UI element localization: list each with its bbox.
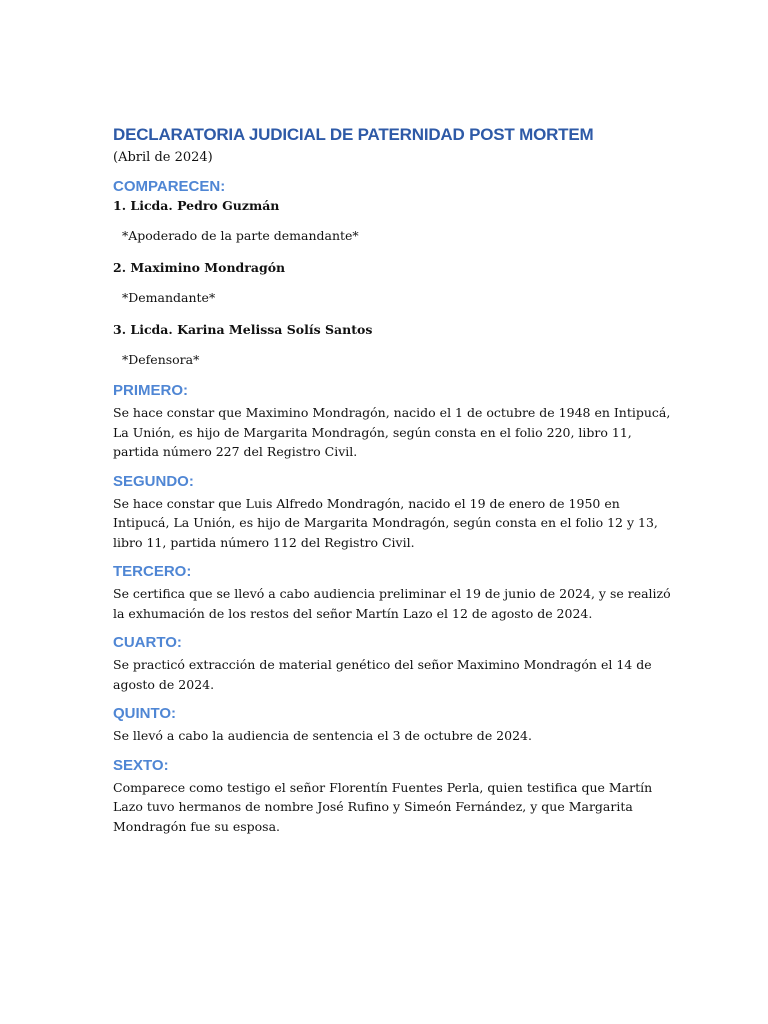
section-quinto <box>113 704 673 746</box>
section-primero <box>113 381 673 462</box>
section-sexto <box>113 756 673 837</box>
document-title: DECLARATORIA JUDICIAL DE PATERNIDAD POST MORTEM <box>113 125 594 144</box>
section-heading: SEXTO: <box>113 756 169 774</box>
section-text: Se llevó a cabo la audiencia de sentencia el 3 de octubre de 2024. <box>113 728 532 743</box>
party-role: *Apoderado de la parte demandante* <box>122 228 359 243</box>
section-heading: SEGUNDO: <box>113 472 194 490</box>
document-page <box>113 124 673 836</box>
section-heading: TERCERO: <box>113 563 192 580</box>
section-heading: CUARTO: <box>113 634 182 651</box>
section-text: Se hace constar que Luis Alfredo Mondragón, nacido el 19 de enero de 1950 en Intipucá, La Unión, es hijo de Margarita Mondragón, según consta en el folio 12 y 13, libro 11, partida número 112 del Registro Civil. <box>113 495 658 550</box>
party-name: 1. Licda. Pedro Guzmán <box>113 198 280 213</box>
section-text: Comparece como testigo el señor Florentín Fuentes Perla, quien testifica que Martín Lazo tuvo hermanos de nombre José Rufino y Simeón Fernández, y que Margarita Mondragón fue su esposa. <box>113 779 653 834</box>
party-role: *Demandante* <box>122 290 216 305</box>
section-segundo <box>113 472 673 553</box>
document-date: (Abril de 2024) <box>113 150 213 165</box>
section-heading: PRIMERO: <box>113 382 188 399</box>
section-cuarto <box>113 633 673 694</box>
section-tercero <box>113 562 673 623</box>
comparecen-heading: COMPARECEN: <box>113 178 226 195</box>
party-name: 3. Licda. Karina Melissa Solís Santos <box>113 322 373 337</box>
section-text: Se practicó extracción de material genético del señor Maximino Mondragón el 14 de agosto de 2024. <box>113 657 652 692</box>
party-name: 2. Maximino Mondragón <box>113 260 286 275</box>
section-text: Se hace constar que Maximino Mondragón, nacido el 1 de octubre de 1948 en Intipucá, La Unión, es hijo de Margarita Mondragón, según consta en el folio 220, libro 11, partida número 227 del Registro Civil. <box>113 405 671 459</box>
party-role: *Defensora* <box>122 352 200 367</box>
parties-list <box>113 197 673 369</box>
section-heading: QUINTO: <box>113 705 177 722</box>
section-text: Se certifica que se llevó a cabo audiencia preliminar el 19 de junio de 2024, y se realizó la exhumación de los restos del señor Martín Lazo el 12 de agosto de 2024. <box>113 586 671 621</box>
